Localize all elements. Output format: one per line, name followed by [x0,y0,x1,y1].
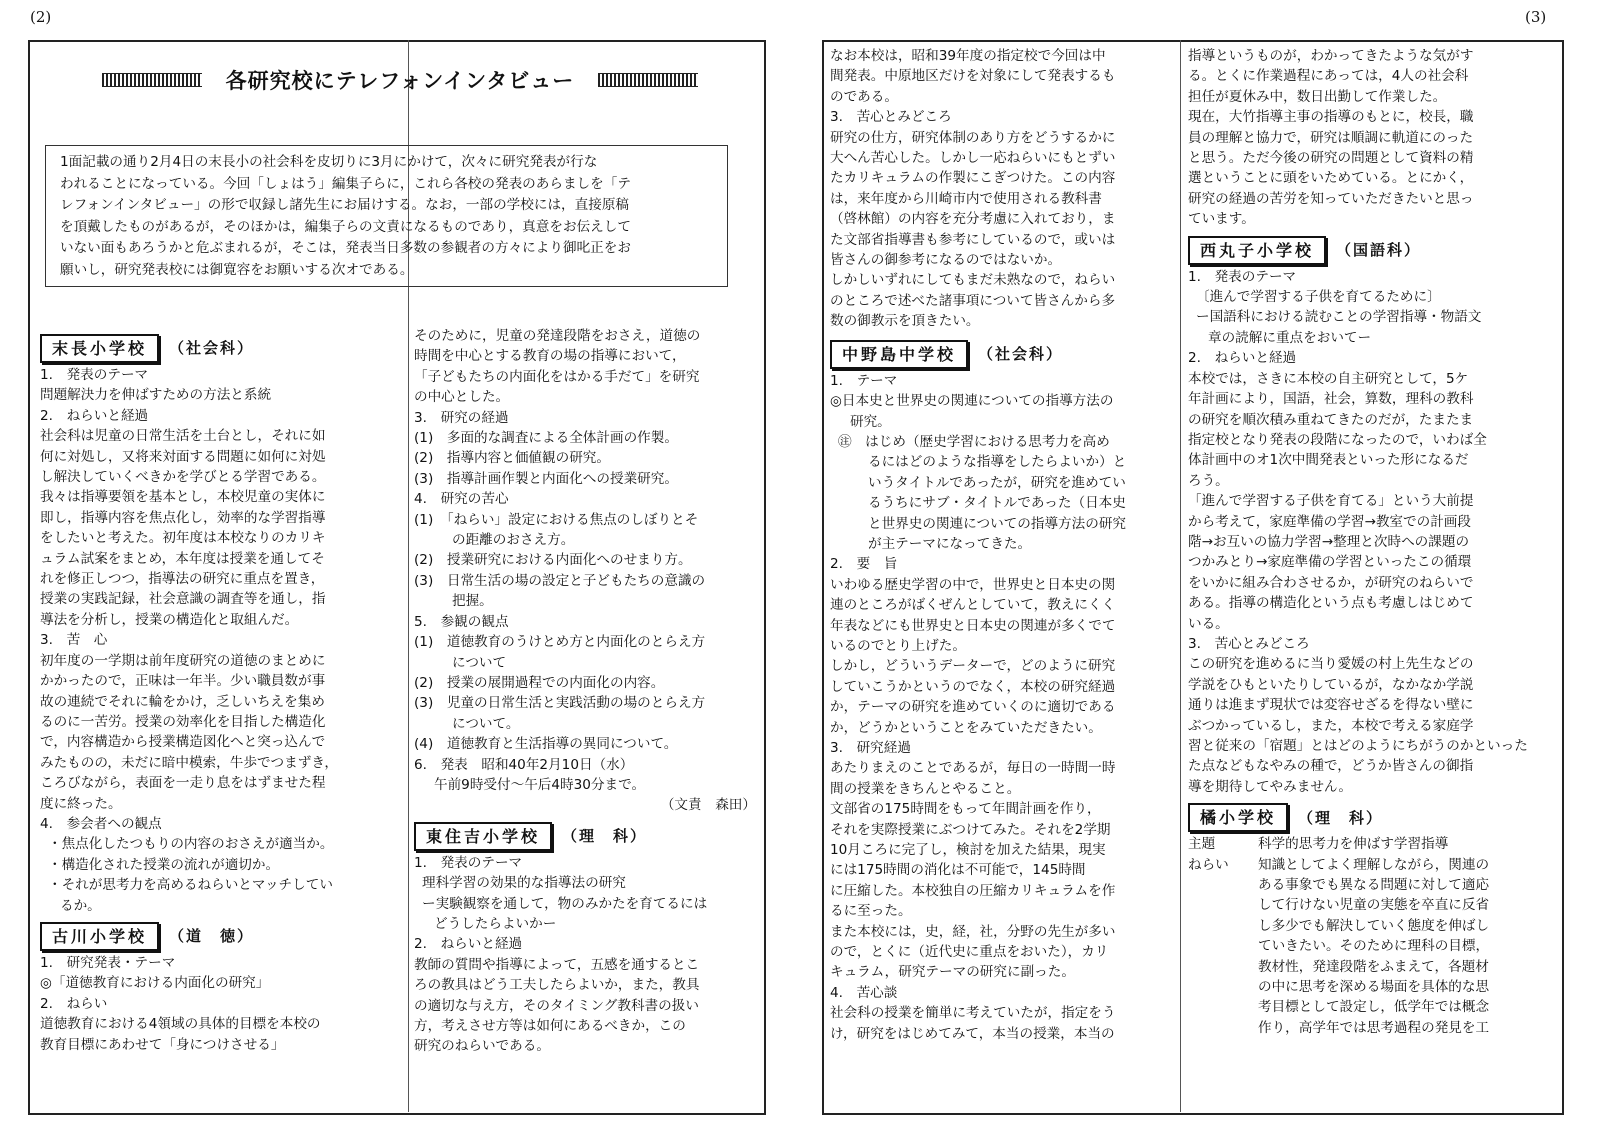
text-line: つかみとり→家庭準備の学習といったこの循環 [1188,554,1472,571]
text-line: は，来年度から川崎市内で使用される教科書 [830,190,1102,207]
article-title: 各研究校にテレフォンインタビュー [225,69,575,93]
text-line: 通りは進まず現状では変容せざるを得ない壁に [1188,697,1474,714]
text-line: 1. 発表のテーマ [414,854,523,871]
text-line: あたりまえのことであるが，毎日の一時間一時 [830,760,1116,777]
table-key [1188,957,1258,977]
text-line: 研究。 [850,413,891,430]
text-line: ろう。 [1188,472,1229,489]
table-value: ていきたい。そのために理科の目標， [1258,938,1490,955]
text-line: (3) 指導計画作製と内面化への授業研究。 [414,470,678,487]
text-line: 4. 参会者への観点 [40,815,162,832]
text-line: 我々は指導要領を基本とし，本校児童の実体に [40,489,326,506]
text-line: いるのでとり上げた。 [830,637,966,654]
school-name: 中野島中学校 [830,340,968,369]
text-line: 担任が夏休み中，数日出勤して作業した。 [1188,88,1447,105]
text-line: (1) 多面的な調査による全体計画の作製。 [414,430,678,447]
school-subject: （社会科） [978,344,1064,363]
title-ornament-right [598,73,698,87]
text-line: 大へん苦心した。しかし一応ねらいにもとずい [830,150,1116,167]
school-table [1188,834,1558,1038]
text-line: のところで述べた諸事項について皆さんから多 [830,292,1116,309]
text-line: していこうかというのでなく，本校の研究経過 [830,678,1116,695]
table-key [1188,977,1258,997]
text-line: いうタイトルであったが，研究を進めてい [868,474,1126,491]
text-line: 2. 要 旨 [830,556,898,573]
text-line: 6. 発表 昭和40年2月10日（水） [414,756,634,773]
table-key: 主題 [1188,836,1216,853]
text-line: (2) 授業の展開過程での内面化の内容。 [414,674,665,691]
table-key: ねらい [1188,856,1229,873]
text-line: (3) 児童の日常生活と実践活動の場のとらえ方 [414,695,706,712]
text-line: ◎「道徳教育における内面化の研究」 [40,975,270,992]
table-key [1188,875,1258,895]
table-value: 考目標として設定し，低学年では概念 [1258,999,1490,1016]
text-line: (2) 授業研究における内面化へのせまり方。 [414,552,692,569]
text-line: 3. 苦心とみどころ [1188,635,1310,652]
text-line: ー実験観察を通して，物のみかたを育てるには [422,895,708,912]
page-number-right: (3) [1525,8,1547,26]
text-line: け，研究をはじめてみて，本当の授業，本当の [830,1025,1115,1042]
text-line: 文部省の175時間をもって年間計画を作り， [830,801,1101,818]
text-line: ュラム試案をまとめ，本年度は授業を通してそ [40,550,325,567]
text-line: 「進んで学習する子供を育てる」という大前提 [1188,493,1474,510]
text-line: 3. 苦心とみどころ [830,109,952,126]
text-line: 社会科の授業を簡単に考えていたが，指定をう [830,1005,1116,1022]
table-key [1188,895,1258,915]
text-line: 数の御教示を頂きたい。 [830,313,980,330]
text-line: の中心とした。 [414,389,510,406]
table-value: 科学的思考力を伸ばす学習指導 [1258,836,1449,853]
text-line: 学説をひもといたりしているが，なかなか学説 [1188,676,1474,693]
school-name: 東住吉小学校 [414,822,552,851]
school-body [830,46,1174,332]
text-line: たカリキュラムの作製にこぎつけた。この内容 [830,170,1116,187]
text-line: 指導というものが，わかってきたような気がす [1188,48,1474,64]
text-line: 2. ねらい [40,995,108,1012]
text-line: 教師の質問や指導によって，五感を通するとこ [414,956,700,973]
text-line: また本校には，史，経，社，分野の先生が多い [830,923,1116,940]
text-line: 社会科は児童の日常生活を土台とし，それに如 [40,428,326,445]
text-line: と思う。ただ今後の研究の問題として資料の精 [1188,150,1474,167]
column-rule-right [1180,40,1181,1112]
text-line: に圧縮した。本校独自の圧縮カリキュラムを作 [830,882,1116,899]
text-line: ・それが思考力を高めるねらいとマッチしてい [48,877,333,894]
text-line: 理科学習の効果的な指導法の研究 [422,875,626,892]
text-line: どうしたらよいかー [434,915,557,932]
column-4 [1188,46,1558,1110]
text-line: 間発表。中原地区だけを対象にして発表するも [830,68,1116,85]
text-line: 3. 研究経過 [830,740,911,756]
text-line: ある。指導の構造化という点も考慮しはじめて [1188,595,1474,612]
school-body [40,365,402,916]
text-line: るに至った。 [830,903,912,920]
text-line: 道徳教育における4領域の具体的目標を本校の [40,1016,321,1033]
text-line: 授業の実践記録，社会意識の調査等を通し，指 [40,591,326,608]
text-line: 現在，大竹指導主事の指導のもとに，校長，職 [1188,109,1474,126]
text-line: から考えて，家庭準備の学習→教室での計画段 [1188,513,1471,530]
school-body [1188,267,1558,798]
text-line: ◎日本史と世界史の関連についての指導方法の [830,393,1114,410]
table-key [1188,936,1258,956]
school-name: 末長小学校 [40,334,159,363]
school-heading [414,822,760,851]
text-line: 指定校となり発表の段階になったので，いわば全 [1188,431,1487,448]
text-line: し解決していくべきかを学びとる学習である。 [40,469,326,486]
text-line: 把握。 [452,593,493,610]
text-line: 研究の経過の苦労を知っていただきたいと思っ [1188,190,1474,207]
text-line: 本校では，さきに本校の自主研究として，5ケ [1188,370,1469,387]
column-3 [830,46,1174,1110]
school-heading [830,340,1174,369]
school-subject: （理 科） [1298,808,1384,827]
text-line: 2. ねらいと経過 [1188,350,1297,367]
text-line: この研究を進めるに当り愛媛の村上先生などの [1188,656,1474,673]
text-line: ぶつかっているし，また，本校で考える家庭学 [1188,717,1474,734]
school-name: 橘小学校 [1188,803,1288,832]
text-line: 導法を分析し，授業の構造化と取組んだ。 [40,611,299,628]
text-line: (3) 日常生活の場の設定と子どもたちの意識の [414,572,706,589]
table-value: の中に思考を深める場面を具体的な思 [1258,979,1490,996]
text-line: 員の理解と協力で，研究は順調に軌道にのった [1188,129,1474,146]
text-line: ・焦点化したつもりの内容のおさえが適当か。 [48,836,334,853]
text-line: 午前9時受付〜午后4時30分まで。 [434,776,646,793]
intro-line: われることになっている。今回「しょはう」編集子らに，これら各校の発表のあらましを「テ [60,175,631,192]
text-line: ㊟ はじめ（歴史学習における思考力を高め [838,433,1110,450]
text-line: 故の連続でそれに輪をかけ，乏しいちえを集め [40,693,325,710]
text-line: (4) 道徳教育と生活指導の異同について。 [414,736,678,753]
text-line: 〔進んで学習する子供を育てるために〕 [1196,289,1441,306]
text-line: の研究を順次積み重ねてきたのだが，たまたま [1188,411,1474,428]
article-title-row [70,60,730,100]
text-line: (1) 「ねらい」設定における焦点のしぼりとそ [414,511,699,528]
text-line: それを実際授業にぶつけてみた。それを2学期 [830,821,1111,838]
school-name: 西丸子小学校 [1188,236,1326,265]
text-line: るか。 [60,897,101,914]
title-ornament-left [102,73,202,87]
text-line: と世界史の関連についての指導方法の研究 [868,515,1127,532]
text-line: 研究のねらいである。 [414,1038,550,1055]
school-heading [40,922,402,951]
school-heading [40,334,402,363]
text-line: 1. 発表のテーマ [1188,268,1297,285]
text-line: 年表などにも世界史と日本史の関連が多くでて [830,617,1116,634]
text-line: ので，とくに（近代史に重点をおいた），カリ [830,944,1109,961]
text-line: そのために，児童の発達段階をおさえ，道徳の [414,328,701,344]
text-line: 2. ねらいと経過 [40,407,149,424]
text-line: いわゆる歴史学習の中で，世界史と日本史の関 [830,576,1116,593]
text-line: の適切な与え方，そのタイミング教科書の扱い [414,997,699,1014]
author-credit: （文責 森田） [660,797,756,814]
text-line: 研究の仕方，研究体制のあり方をどうするかに [830,129,1116,146]
text-line: ろの教具はどう工夫したらよいか，また，教具 [414,977,700,994]
school-body [414,853,760,1057]
text-line: 度に終った。 [40,795,122,812]
text-line: 時間を中心とする教育の場の指導において， [414,348,686,365]
text-line: 3. 苦 心 [40,632,108,649]
text-line: 皆さんの御参考になるのではないか。 [830,252,1062,269]
intro-line: 願いし，研究発表校には御寛容をお願いする次オである。 [60,261,414,278]
text-line: 何に対処し，又将来対面する問題に如何に対処 [40,448,326,465]
text-line: 1. 発表のテーマ [40,367,149,383]
table-value: して行けない児童の実態を卒直に反省 [1258,897,1490,914]
school-body [40,953,402,1055]
column-1 [40,330,402,1110]
table-key [1188,1018,1258,1038]
text-line: 章の読解に重点をおいてー [1208,329,1372,346]
table-value: 知識としてよく理解しながら，関連の [1258,856,1490,873]
school-name: 古川小学校 [40,922,159,951]
text-line: について。 [452,715,520,732]
text-line: 選ということに頭をいためている。とにかく， [1188,170,1474,187]
page-number-left: (2) [30,8,52,26]
intro-line: いない面もあろうかと危ぶまれるが，そこは，発表当日多数の参観者の方々により御叱正をお [60,240,631,256]
text-line: (2) 指導内容と価値観の研究。 [414,450,610,467]
text-line: なお本校は，昭和39年度の指定校で今回は中 [830,48,1106,64]
text-line: るにはどのような指導をしたらよいか）と [868,454,1127,471]
text-line: 間の授業をきちんとやること。 [830,780,1021,797]
text-line: の距離のおさえ方。 [452,532,575,549]
text-line: かかったので，正味は一年半。少い職員数が事 [40,673,326,690]
text-line: 2. ねらいと経過 [414,936,523,953]
text-line: る。とくに作業過程にあっては，4人の社会科 [1188,68,1469,85]
text-line: ています。 [1188,211,1255,228]
text-line: 導を期待してやみません。 [1188,778,1352,795]
text-line: 体計画中のオ1次中間発表といった形になるだ [1188,452,1469,469]
text-line: 10月ころに完了し，検討を加えた結果，現実 [830,842,1106,859]
text-line: について [452,654,507,671]
text-line: しかし，どういうデーターで，どのように研究 [830,658,1116,675]
text-line: 習と従来の「宿題」とはどのようにちがうのかといった [1188,738,1528,754]
text-line: 方，考えさせ方等は如何にあるべきか，この [414,1018,686,1034]
text-line: 1. 研究発表・テーマ [40,954,176,971]
text-line: 1. テーマ [830,372,898,389]
text-line: いる。 [1188,615,1229,632]
text-line: 問題解決力を伸ばすための方法と系統 [40,387,272,404]
text-line: 階→お互いの協力学習→整理と次時への課題の [1188,533,1470,550]
text-line: るうちにサブ・タイトルであった（日本史 [868,495,1126,512]
intro-line: 1面記載の通り2月4日の末長小の社会科を皮切りに3月にかけて，次々に研究発表が行な [60,154,598,170]
text-line: が主テーマになってきた。 [868,535,1032,552]
text-line: キュラム，研究テーマの研究に副った。 [830,964,1075,981]
text-line: のである。 [830,88,898,105]
school-body [414,326,760,795]
text-line: をいかに組み合わさせるか，が研究のねらいで [1188,574,1474,591]
text-line: (1) 道徳教育のうけとめ方と内面化のとらえ方 [414,634,706,651]
school-body [1188,46,1558,230]
table-value: し多少でも解決していく態度を伸ばし [1258,917,1490,934]
text-line: 連のところがばくぜんとしていて，教えにくく [830,597,1116,614]
school-subject: （理 科） [562,827,648,846]
text-line: れを修正しつつ，指導法の研究に重点を置き， [40,571,325,588]
school-subject: （社会科） [169,339,255,358]
table-value: 作り，高学年では思考過程の発見を工 [1258,1019,1490,1036]
school-heading [1188,236,1558,265]
text-line: 教育目標にあわせて「身につけさせる」 [40,1036,285,1053]
text-line: 初年度の一学期は前年度研究の道徳のまとめに [40,652,326,669]
text-line: しかしいずれにしてもまだ未熟なので，ねらい [830,272,1116,289]
text-line: （啓林館）の内容を充分考慮に入れており，ま [830,211,1116,228]
intro-line: レフォンインタビュー」の形で収録し諸先生にお届けする。なお，一部の学校には，直接原稿 [60,197,630,213]
text-line: 年計画により，国語，社会，算数，理科の教科 [1188,391,1474,408]
text-line: た文部省指導書も参考にしているので，或いは [830,231,1116,248]
text-line: か，どうかということをみていただきたい。 [830,719,1102,736]
school-subject: （国語科） [1336,240,1422,259]
intro-box [45,145,728,287]
text-line: 3. 研究の経過 [414,409,509,426]
text-line: をしたいと考えた。初年度は本校なりのカリキ [40,530,326,547]
table-value: ある事象でも異なる問題に対して適応 [1258,877,1490,894]
text-line: 「子どもたちの内面化をはかる手だて」を研究 [414,368,700,385]
school-body [830,371,1174,1044]
school-heading [1188,803,1558,832]
text-line: ー国語科における読むことの学習指導・物語文 [1196,309,1482,326]
text-line: 5. 参観の観点 [414,613,509,630]
text-line: みたものの，未だに暗中模索，牛歩でつまずき， [40,754,338,771]
text-line: 即し，指導内容を焦点化し，効率的な学習指導 [40,509,326,526]
text-line: るのに一苦労。授業の効率化を目指した構造化 [40,713,326,730]
text-line: 4. 苦心談 [830,984,898,1001]
text-line: ・構造化された授業の流れが適切か。 [48,856,280,873]
text-line: か，テーマの研究を進めていくのに適切である [830,699,1116,716]
text-line: た点などもなやみの種で，どうか皆さんの御指 [1188,758,1474,775]
table-key [1188,916,1258,936]
text-line: ころびながら，表面を一走り息をはずませた程 [40,775,326,792]
text-line: 4. 研究の苦心 [414,491,509,508]
school-subject: （道 徳） [169,927,255,946]
text-line: には175時間の消化は不可能で，145時間 [830,862,1086,879]
text-line: で，内容構造から授業構造図化へと突っ込んで [40,734,326,751]
table-value: 教材性，発達段階をふまえて，各題材 [1258,958,1489,975]
column-2 [414,326,760,1110]
table-key [1188,997,1258,1017]
intro-line: を頂戴したものがあるが，そのほかは，編集子らの文責になるものであり，真意をお伝えして [60,218,631,235]
